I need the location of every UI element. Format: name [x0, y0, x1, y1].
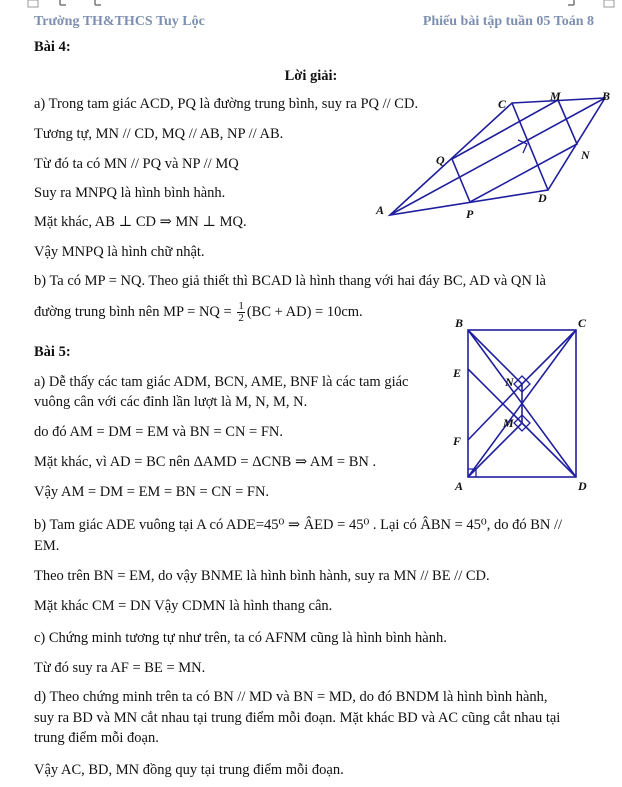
- segment-nc: [522, 330, 576, 384]
- bai4-figure: [370, 88, 620, 233]
- bai4-line-5: Mặt khác, AB ⊥ CD ⇒ MN ⊥ MQ.: [34, 214, 247, 230]
- label-d: D: [538, 191, 547, 205]
- bai4-line-4: Suy ra MNPQ là hình bình hành.: [34, 185, 226, 201]
- bai5-line-11: Từ đó suy ra AF = BE = MN.: [34, 660, 206, 676]
- label-d5: D: [578, 479, 587, 493]
- bai4-title: Bài 4:: [34, 39, 71, 55]
- fraction-one-half: [237, 301, 245, 324]
- bai5-line-8: Theo trên BN = EM, do vậy BNME là hình bình hành, suy ra MN // BE // CD.: [34, 568, 490, 584]
- label-n5: N: [505, 375, 514, 389]
- segment-md: [522, 423, 576, 477]
- bai4-line-8-pre: đường trung bình nên MP = NQ =: [34, 303, 236, 320]
- top-ruler-marks: [0, 0, 622, 8]
- bai5-line-12: d) Theo chứng minh trên ta có BN // MD và BN = MD, do đó BNDM là hình bình hành,: [34, 689, 548, 705]
- bai5-line-2: vuông cân với các đỉnh lần lượt là M, N, M, N.: [34, 394, 308, 410]
- bai5-line-13: suy ra BD và MN cắt nhau tại trung điểm mỗi đoạn. Mặt khác BD và AC cũng cắt nhau tại: [34, 710, 561, 726]
- bai4-line-8-post: (BC + AD) = 10cm.: [246, 303, 363, 320]
- bai5-line-7: EM.: [34, 538, 60, 554]
- bai4-line-6: Vậy MNPQ là hình chữ nhật.: [34, 244, 205, 260]
- label-f5: F: [453, 434, 462, 448]
- label-b: B: [602, 89, 611, 103]
- fraction-denominator: 2: [238, 312, 244, 324]
- bai5-line-5: Vậy AM = DM = EM = BN = CN = FN.: [34, 484, 270, 500]
- school-name: Trường TH&THCS Tuy Lộc: [34, 14, 205, 29]
- bai5-line-15: Vậy AC, BD, MN đồng quy tại trung điểm mỗi đoạn.: [34, 762, 344, 778]
- label-n: N: [581, 148, 590, 162]
- label-c: C: [498, 97, 507, 111]
- bai5-line-6: b) Tam giác ADE vuông tại A có ADE=45⁰ ⇒ ÂED = 45⁰ . Lại có ÂBN = 45⁰, do đó BN //: [34, 517, 563, 533]
- label-a5: A: [455, 479, 464, 493]
- label-m: M: [550, 89, 561, 103]
- bai5-figure: [445, 312, 615, 497]
- bai4-line-2: Tương tự, MN // CD, MQ // AB, NP // AB.: [34, 126, 284, 142]
- label-a: A: [376, 203, 385, 217]
- segment-bn: [468, 330, 522, 384]
- bai5-line-1: a) Dễ thấy các tam giác ADM, BCN, AME, BNF là các tam giác: [34, 374, 409, 390]
- label-b5: B: [455, 316, 464, 330]
- worksheet-title: Phiếu bài tập tuần 05 Toán 8: [422, 14, 594, 29]
- rectangle-mnpq: [452, 100, 577, 202]
- bai5-line-4: Mặt khác, vì AD = BC nên ΔAMD = ΔCNB ⇒ AM = BN .: [34, 454, 377, 470]
- segment-em: [468, 369, 522, 423]
- bai4-solution-title: Lời giải:: [284, 68, 338, 84]
- fraction-numerator: 1: [238, 300, 244, 312]
- label-p: P: [466, 207, 474, 221]
- bai5-line-10: c) Chứng minh tương tự như trên, ta có AFNM cũng là hình bình hành.: [34, 630, 447, 646]
- bai4-line-7: b) Ta có MP = NQ. Theo giả thiết thì BCAD là hình thang với hai đáy BC, AD và QN là: [34, 273, 546, 289]
- bai5-line-9: Mặt khác CM = DN Vậy CDMN là hình thang cân.: [34, 598, 333, 614]
- bai4-line-3: Từ đó ta có MN // PQ và NP // MQ: [34, 156, 239, 172]
- bai4-line-8: [34, 301, 363, 324]
- bai5-line-14: trung điểm mỗi đoạn.: [34, 730, 159, 746]
- bai4-line-1: a) Trong tam giác ACD, PQ là đường trung bình, suy ra PQ // CD.: [34, 96, 419, 112]
- label-q: Q: [436, 153, 445, 167]
- label-c5: C: [578, 316, 587, 330]
- label-e5: E: [453, 366, 462, 380]
- label-m5: M: [503, 416, 514, 430]
- bai5-title: Bài 5:: [34, 344, 71, 360]
- bai5-line-3: do đó AM = DM = EM và BN = CN = FN.: [34, 424, 284, 440]
